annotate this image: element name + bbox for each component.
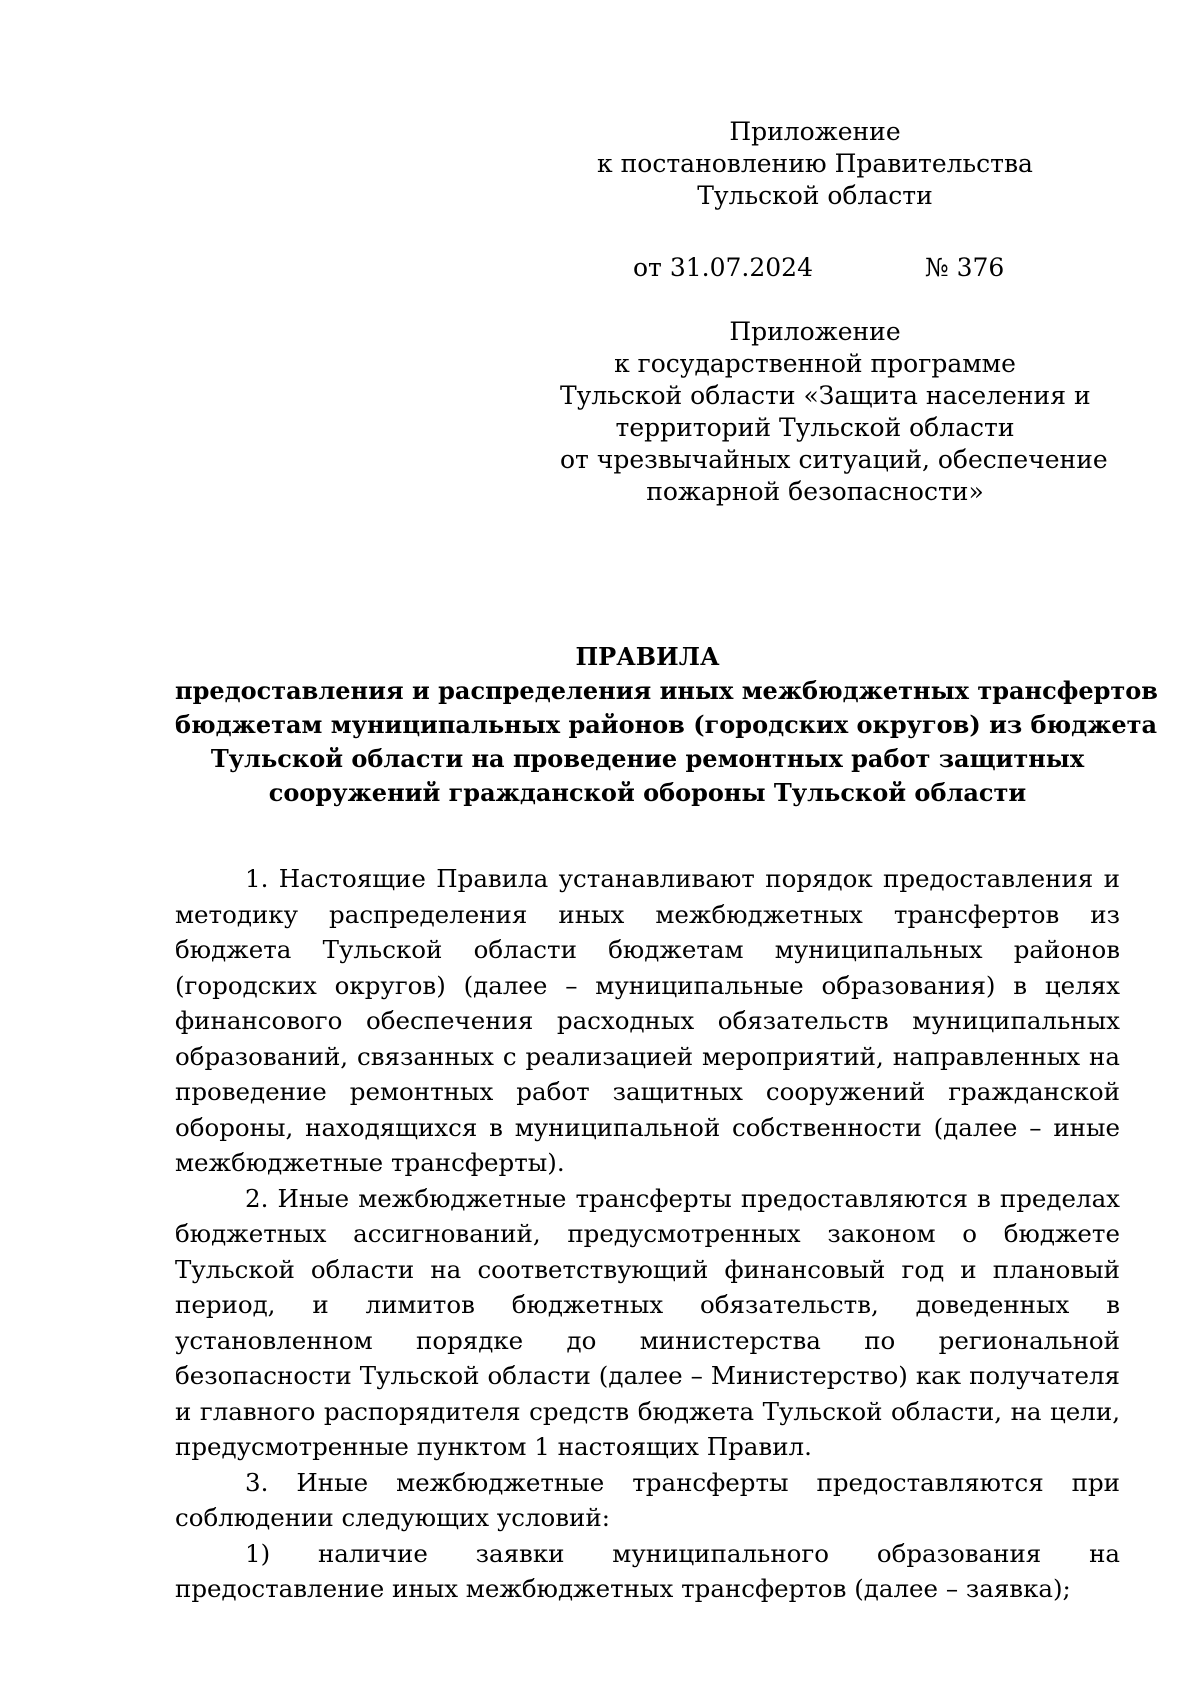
document-title bbox=[175, 640, 1158, 810]
appendix-header bbox=[560, 116, 1070, 212]
paragraph-1: 1. Настоящие Правила устанавливают порядок предоставления и методику распределения иных межбюджетных трансфертов из бюджета Тульской области бюджетам муниципальных районов (городских округов) (далее – муниципальные образования) в целях финансового обеспечения расходных обязательств муниципальных образований, связанных с реализацией мероприятий, направленных на проведение ремонтных работ защитных сооружений гражданской обороны, находящихся в муниципальной собственности (далее – иные межбюджетные трансферты). bbox=[175, 864, 1120, 1177]
program-appendix-line: от чрезвычайных ситуаций, обеспечение bbox=[560, 445, 1108, 474]
appendix-header-line: к постановлению Правительства bbox=[597, 149, 1033, 178]
program-appendix-line: к государственной программе bbox=[614, 349, 1016, 378]
title-line: предоставления и распределения иных межбюджетных трансфертов bbox=[175, 676, 1158, 705]
program-appendix-line: Тульской области «Защита населения и bbox=[560, 381, 1091, 410]
program-appendix-header bbox=[560, 316, 1108, 508]
paragraph-2: 2. Иные межбюджетные трансферты предоставляются в пределах бюджетных ассигнований, предусмотренных законом о бюджете Тульской области на соответствующий финансовый год и плановый период, и лимитов бюджетных обязательств, доведенных в установленном порядке до министерства по региональной безопасности Тульской области (далее – Министерство) как получателя и главного распорядителя средств бюджета Тульской области, на цели, предусмотренные пунктом 1 настоящих Правил. bbox=[175, 1183, 1120, 1461]
title-line: сооружений гражданской обороны Тульской области bbox=[268, 778, 1027, 807]
title-heading: ПРАВИЛА bbox=[575, 642, 720, 671]
resolution-number: № 376 bbox=[925, 253, 1005, 282]
program-appendix-line: территорий Тульской области bbox=[615, 413, 1015, 442]
paragraph-3: 3. Иные межбюджетные трансферты предоставляются при соблюдении следующих условий: bbox=[175, 1467, 1120, 1532]
program-appendix-line: пожарной безопасности» bbox=[646, 477, 984, 506]
document-body bbox=[175, 861, 1120, 1607]
resolution-date-number bbox=[633, 252, 1073, 284]
paragraph-3-item-1: 1) наличие заявки муниципального образования на предоставление иных межбюджетных трансфертов (далее – заявка); bbox=[175, 1538, 1120, 1603]
program-appendix-line: Приложение bbox=[729, 317, 901, 346]
resolution-date: от 31.07.2024 bbox=[633, 253, 813, 282]
title-line: бюджетам муниципальных районов (городских округов) из бюджета bbox=[175, 710, 1158, 739]
appendix-header-line: Тульской области bbox=[697, 181, 933, 210]
appendix-header-line: Приложение bbox=[729, 117, 901, 146]
title-line: Тульской области на проведение ремонтных работ защитных bbox=[210, 744, 1085, 773]
